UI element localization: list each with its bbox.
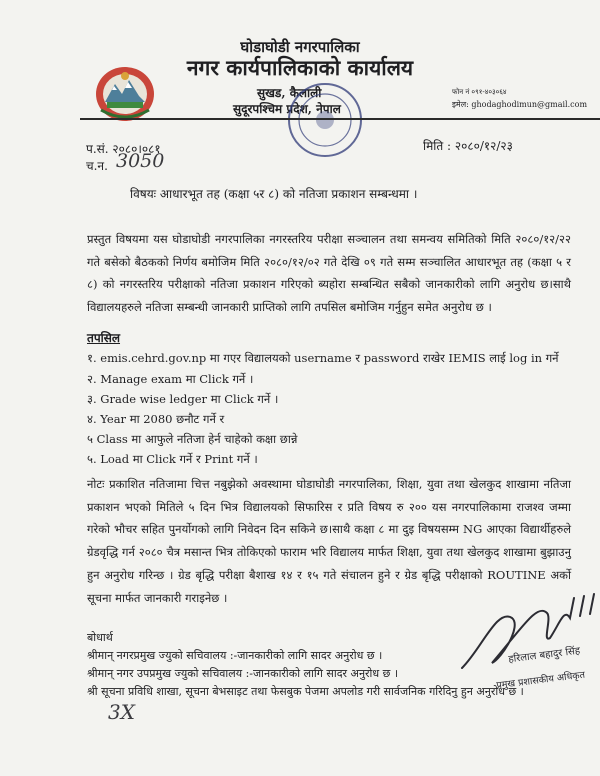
cc-item: श्री सूचना प्रविधि शाखा, सूचना बेभसाइट तथा फेसबुक पेजमा अपलोड गरी सार्वजनिक गरिदिनु हुन अनुरोध छ । — [87, 685, 524, 698]
chalan-number-handwritten: 3050 — [116, 150, 165, 172]
address-line-1: सुखड, कैलाली — [257, 86, 322, 100]
header-divider — [80, 118, 600, 120]
step-item: २. Manage exam मा Click गर्ने । — [87, 372, 254, 386]
cc-item: श्रीमान् नगरप्रमुख ज्युको सचिवालय :-जानकारीको लागि सादर अनुरोध छ । — [87, 649, 383, 662]
phone-number: फोन नं ०९१-४०३०६४ — [452, 88, 507, 96]
bodhartha-heading: बोधार्थ — [87, 631, 113, 644]
handwritten-mark: 3X — [108, 700, 135, 724]
address-line-2: सुदूरपश्चिम प्रदेश, नेपाल — [233, 102, 341, 116]
step-item: ३. Grade wise ledger मा Click गर्ने । — [87, 392, 279, 406]
signatory-title: प्रमुख प्रशासकीय अधिकृत — [495, 669, 586, 692]
chalan-label: च.न. — [86, 159, 108, 173]
office-stamp — [285, 80, 365, 160]
step-item: ४. Year मा 2080 छनौट गर्ने र — [87, 412, 225, 426]
step-item: ५. Load मा Click गर्ने र Print गर्ने । — [87, 452, 258, 466]
note-paragraph: नोटः प्रकाशित नतिजामा चित्त नबुझेको अवस्थामा घोडाघोडी नगरपालिका, शिक्षा, युवा तथा खेलकुद शाखामा नतिजा प्रकाशन भएको मितिले ५ दिन भित्र विद्यालयको सिफारिस र प्रति विषय रु २०० यस नगरपालिकामा राजश्व जम्मा गरेको भौचर सहित पुनर्योगको लागि निवेदन दिन सकिने छ।साथै कक्षा ८ मा दुइ विषयसम्म NG आएका विद्यार्थीहरुले ग्रेडवृद्धि गर्न २०८० चैत्र मसान्त भित्र तोकिएको फाराम भरि विद्यालय मार्फत शिक्षा, युवा तथा खेलकुद शाखामा बुझाउनु हुन अनुरोध गरिन्छ । ग्रेड बृद्धि परीक्षा बैशाख १४ र १५ गते संचालन हुने र ग्रेड बृद्धि परीक्षाको ROUTINE अर्को सूचना मार्फत जानकारी गराइनेछ । — [87, 477, 571, 605]
body-paragraph: प्रस्तुत विषयमा यस घोडाघोडी नगरपालिका नगरस्तरिय परीक्षा सञ्चालन तथा समन्वय समितिको मिति २०८०/१२/२२ गते बसेको बैठकको निर्णय बमोजिम मिति २०८०/१२/०२ गते देखि ०९ गते सम्म सञ्चालित आधारभूत तह (कक्षा ५ र ८) को नगरस्तरिय परीक्षाको नतिजा प्रकाशन गरिएको ब्यहोरा सम्बन्धित सबैको जानकारीको लागि अनुरोध छ।साथै विद्यालयहरुले नतिजा सम्बन्धी जानकारी प्राप्तिको लागि तपसिल बमोजिम गर्नुहुन समेत अनुरोध छ । — [87, 232, 571, 315]
municipality-name: घोडाघोडी नगरपालिका — [240, 38, 360, 56]
tapsil-heading: तपसिल — [87, 331, 121, 345]
email-address: इमेल: ghodaghodimun@gmail.com — [452, 100, 588, 109]
letter-subject: विषयः आधारभूत तह (कक्षा ५र ८) को नतिजा प्रकाशन सम्बन्धमा । — [130, 187, 418, 201]
signatory-name: हरिलाल बहादुर सिंह — [507, 645, 581, 666]
reference-number: प.सं. २०८०।०८१ — [86, 142, 161, 156]
step-item: १. emis.cehrd.gov.np मा गएर विद्यालयको username र password राखेर IEMIS लाई log in गर्ने — [87, 351, 559, 365]
cc-item: श्रीमान् नगर उपप्रमुख ज्युको सचिवालय :-जानकारीको लागि सादर अनुरोध छ । — [87, 667, 399, 680]
letter-date: मिति : २०८०/१२/२३ — [423, 139, 513, 153]
office-name: नगर कार्यपालिकाको कार्यालय — [186, 55, 414, 80]
step-item: ५ Class मा आफुले नतिजा हेर्न चाहेको कक्षा छान्ने — [87, 432, 298, 446]
